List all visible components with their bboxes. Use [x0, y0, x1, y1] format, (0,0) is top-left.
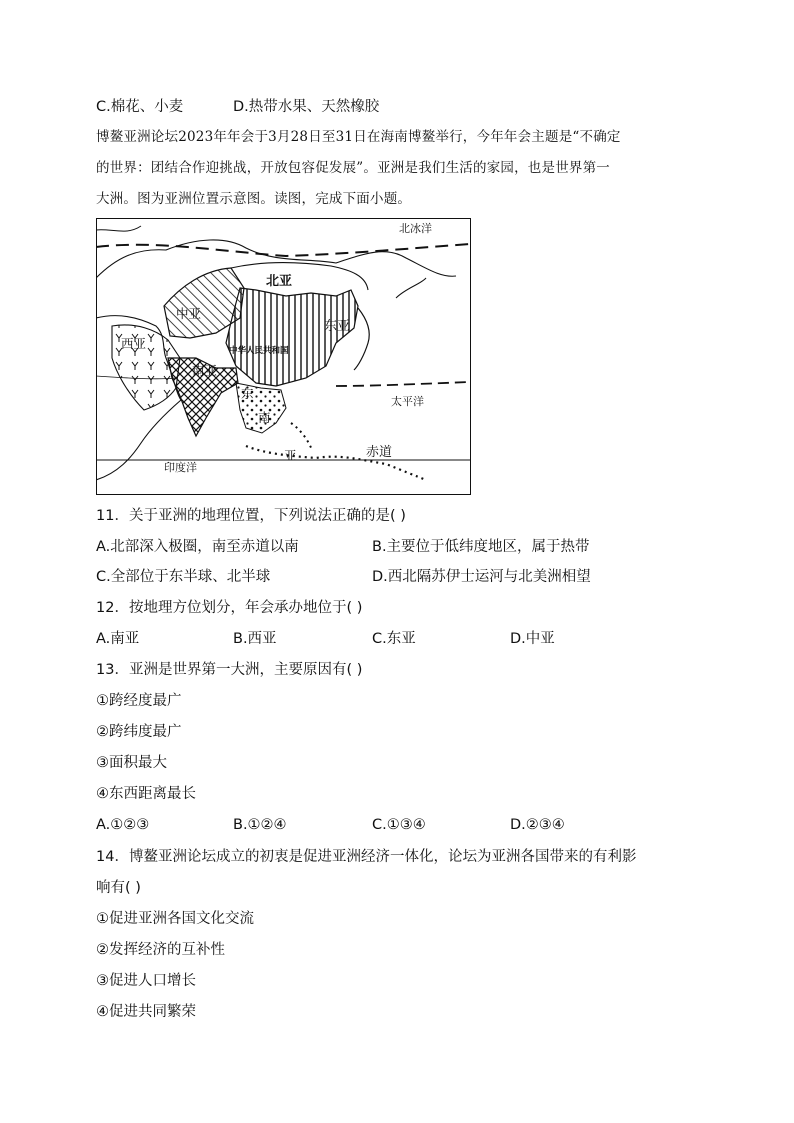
q13-item-1: ①跨经度最广	[96, 693, 182, 709]
label-southeast-nan: 南	[258, 410, 271, 425]
label-pacific-ocean: 太平洋	[391, 395, 424, 408]
q12-option-b: B.西亚	[233, 631, 277, 647]
q13-stem: 13．亚洲是世界第一大洲，主要原因有( )	[96, 662, 363, 678]
q13-item-3: ③面积最大	[96, 755, 167, 771]
label-central-asia: 中亚	[176, 306, 202, 321]
q11-option-a: A.北部深入极圈，南至赤道以南	[96, 539, 299, 555]
intro-line-3: 大洲。图为亚洲位置示意图。读图，完成下面小题。	[96, 191, 412, 207]
label-equator: 赤道	[366, 445, 393, 460]
label-north-asia: 北亚	[266, 274, 293, 289]
q12-stem: 12．按地理方位划分，年会承办地位于( )	[96, 600, 363, 616]
q11-option-c: C.全部位于东半球、北半球	[96, 569, 271, 585]
label-west-asia: 西亚	[121, 336, 147, 351]
label-china: 中华人民共和国	[229, 346, 289, 356]
q13-option-d: D.②③④	[510, 817, 565, 833]
intro-line-2: 的世界：团结合作迎挑战，开放包容促发展”。亚洲是我们生活的家园，也是世界第一	[96, 160, 611, 176]
label-southeast-ya: 亚	[284, 448, 297, 463]
q12-option-d: D.中亚	[510, 631, 555, 647]
q11-option-d: D.西北隔苏伊士运河与北美洲相望	[372, 569, 591, 585]
q13-option-a: A.①②③	[96, 817, 150, 833]
q13-option-c: C.①③④	[372, 817, 426, 833]
q11-option-b: B.主要位于低纬度地区，属于热带	[372, 539, 590, 555]
q14-stem-line-2: 响有( )	[96, 880, 141, 896]
q13-option-b: B.①②④	[233, 817, 287, 833]
q12-option-c: C.东亚	[372, 631, 416, 647]
label-arctic-ocean: 北冰洋	[399, 222, 432, 235]
q14-item-1: ①促进亚洲各国文化交流	[96, 911, 254, 927]
q14-item-4: ④促进共同繁荣	[96, 1004, 196, 1020]
q12-option-a: A.南亚	[96, 631, 140, 647]
q13-item-2: ②跨纬度最广	[96, 724, 182, 740]
q11-stem: 11．关于亚洲的地理位置，下列说法正确的是( )	[96, 508, 406, 524]
label-southeast-dong: 东	[241, 386, 254, 401]
q14-stem-line-1: 14．博鳌亚洲论坛成立的初衷是促进亚洲经济一体化，论坛为亚洲各国带来的有利影	[96, 849, 637, 865]
q14-item-2: ②发挥经济的互补性	[96, 942, 225, 958]
prev-option-c: C.棉花、小麦	[96, 99, 184, 115]
q14-item-3: ③促进人口增长	[96, 973, 196, 989]
label-east-asia: 东亚	[324, 319, 351, 334]
label-indian-ocean: 印度洋	[164, 461, 197, 474]
intro-line-1: 博鳌亚洲论坛2023年年会于3月28日至31日在海南博鳌举行，今年年会主题是“不确定	[96, 129, 621, 145]
q13-item-4: ④东西距离最长	[96, 786, 196, 802]
prev-option-d: D.热带水果、天然橡胶	[233, 99, 380, 115]
label-south-asia: 南亚	[192, 363, 218, 378]
asia-location-map	[96, 218, 471, 495]
